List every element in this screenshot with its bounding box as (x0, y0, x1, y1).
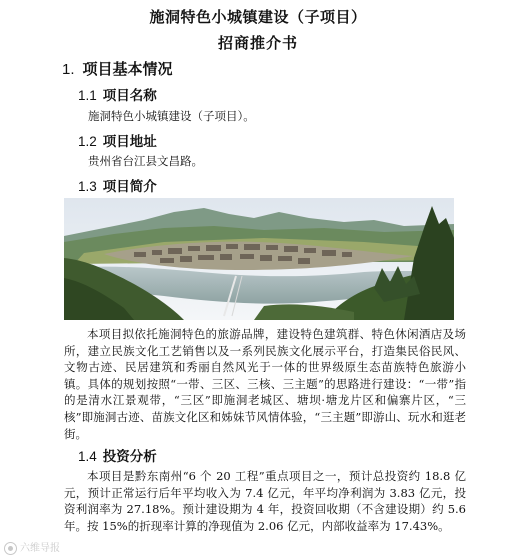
section-1-1-heading (78, 84, 157, 104)
section-1-number: 1. (62, 61, 75, 78)
section-1-4-number: 1.4 (78, 449, 97, 464)
project-name-text: 施洞特色小城镇建设（子项目）。 (88, 109, 255, 123)
section-1-1-title: 项目名称 (102, 88, 157, 104)
document-subtitle: 招商推介书 (217, 34, 298, 52)
town-landscape-photo (64, 198, 454, 320)
investment-analysis-paragraph: 本项目是黔东南州“6 个 20 工程”重点项目之一，预计总投资约 18.8 亿元，预计正常运行后年平均收入为 7.4 亿元，年平均净利润为 3.83 亿元，投资利润率为 27.18%。预计建设期为 4 年，投资回收期（不含建设期）约 5.6 年。按 15%的折现率计算的净现值为 2.06 亿元，内部收益率为 17.43%。 (64, 469, 466, 533)
watermark-text: 六维导报 (20, 543, 60, 554)
section-1-2-heading (78, 130, 157, 150)
section-1-4-title: 投资分析 (102, 449, 157, 465)
section-1-title: 项目基本情况 (82, 60, 173, 78)
section-1-3-number: 1.3 (78, 179, 97, 194)
section-1-2-number: 1.2 (78, 134, 97, 149)
section-1-3-heading (78, 175, 157, 195)
document-title: 施洞特色小城镇建设（子项目） (149, 8, 367, 26)
project-address-text: 贵州省台江县文昌路。 (88, 154, 203, 168)
watermark-logo-icon (4, 542, 17, 555)
section-1-3-title: 项目简介 (102, 179, 157, 195)
section-1-2-title: 项目地址 (102, 134, 157, 150)
section-1-1-number: 1.1 (78, 88, 97, 103)
watermark (4, 539, 60, 555)
section-1-heading (62, 58, 173, 79)
section-1-4-heading (78, 445, 157, 465)
project-intro-paragraph: 本项目拟依托施洞特色的旅游品牌，建设特色建筑群、特色休闲酒店及场所，建立民族文化工艺销售以及一系列民族文化展示平台，打造集民俗民风、文物古迹、民居建筑和秀丽自然风光于一体的世界级原生态苗族特色旅游小镇。具体的规划按照“一带、三区、三核、三主题”的思路进行建设：“一带”指的是清水江景观带，“三区”即施洞老城区、塘坝·塘龙片区和偏寨片区，“三核”即施洞古迹、苗族文化区和姊妹节风情体验，“三主题”即游山、玩水和逛老街。 (64, 327, 466, 441)
